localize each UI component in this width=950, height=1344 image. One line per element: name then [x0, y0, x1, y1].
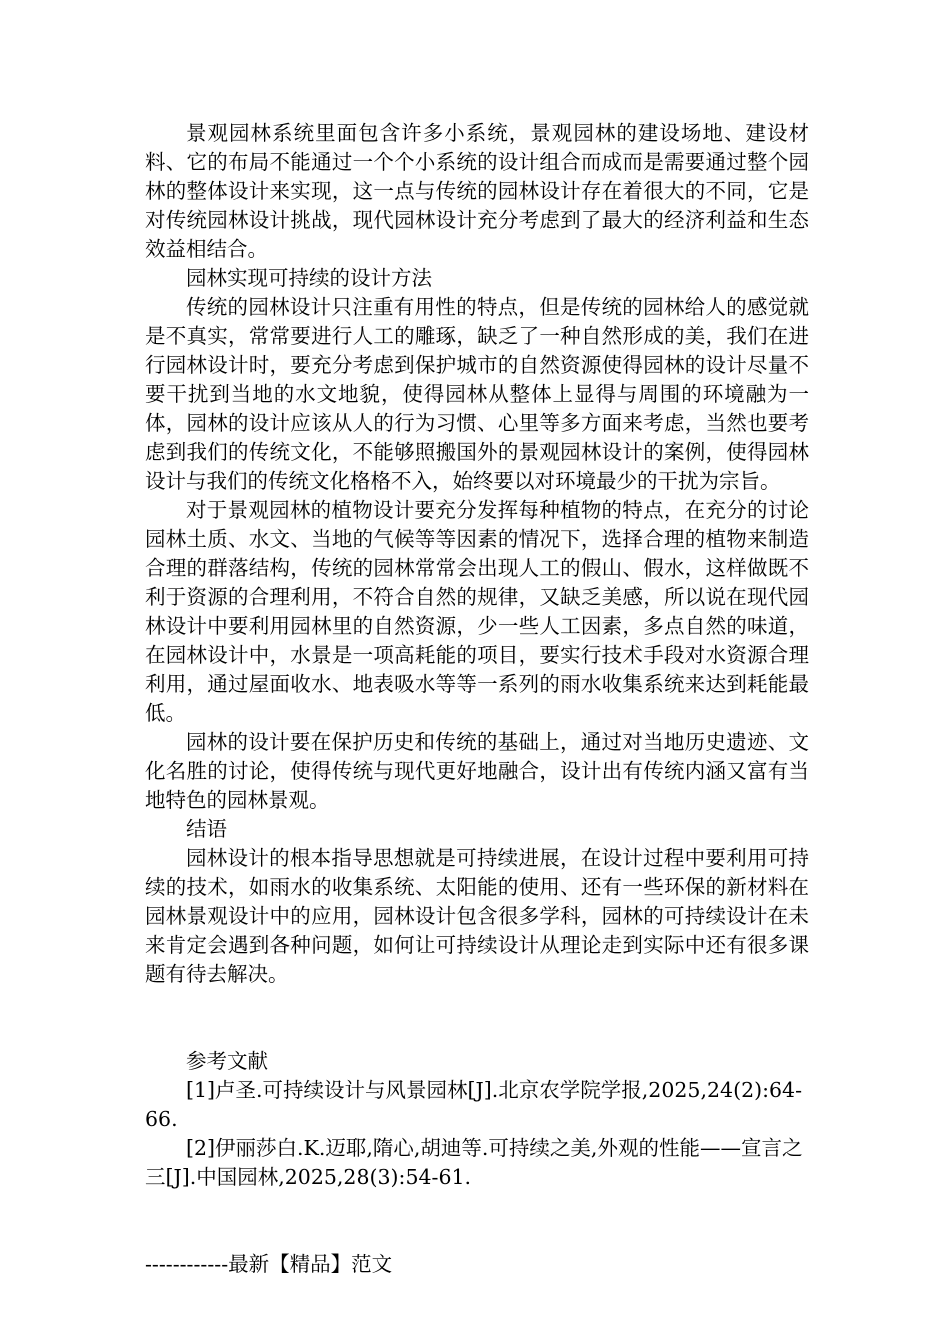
body-paragraph: 对于景观园林的植物设计要充分发挥每种植物的特点，在充分的讨论园林土质、水文、当地的气候等等因素的情况下，选择合理的植物来制造合理的群落结构，传统的园林常常会出现人工的假山、假水，这样做既不利于资源的合理利用，不符合自然的规律，又缺乏美感，所以说在现代园林设计中要利用园林里的自然资源，少一些人工因素，多点自然的味道，在园林设计中，水景是一项高耗能的项目，要实行技术手段对水资源合理利用，通过屋面收水、地表吸水等等一系列的雨水收集系统来达到耗能最低。 — [145, 498, 809, 725]
footer-text: ------------最新【精品】范文 — [145, 1252, 393, 1276]
spacer — [145, 1192, 809, 1250]
section-heading-sustainable-methods: 园林实现可持续的设计方法 — [186, 266, 432, 290]
body-paragraph: 传统的园林设计只注重有用性的特点，但是传统的园林给人的感觉就是不真实，常常要进行人工的雕琢，缺乏了一种自然形成的美，我们在进行园林设计时，要充分考虑到保护城市的自然资源使得园林的设计尽量不要干扰到当地的水文地貌，使得园林从整体上显得与周围的环境融为一体，园林的设计应该从人的行为习惯、心里等多方面来考虑，当然也要考虑到我们的传统文化，不能够照搬国外的景观园林设计的案例，使得园林设计与我们的传统文化格格不入，始终要以对环境最少的干扰为宗旨。 — [145, 295, 809, 493]
conclusion-paragraph: 园林设计的根本指导思想就是可持续进展，在设计过程中要利用可持续的技术，如雨水的收集系统、太阳能的使用、还有一些环保的新材料在园林景观设计中的应用，园林设计包含很多学科，园林的可持续设计在未来肯定会遇到各种问题，如何让可持续设计从理论走到实际中还有很多课题有待去解决。 — [145, 846, 809, 986]
reference-item: [2]伊丽莎白.K.迈耶,隋心,胡迪等.可持续之美,外观的性能——宣言之三[J].中国园林,2025,28(3):54-61. — [145, 1136, 803, 1189]
reference-item: [1]卢圣.可持续设计与风景园林[J].北京农学院学报,2025,24(2):64-66. — [145, 1078, 803, 1131]
conclusion-heading: 结语 — [186, 817, 227, 841]
references-heading: 参考文献 — [186, 1049, 268, 1073]
document-page — [145, 119, 809, 1279]
spacer — [145, 989, 809, 1047]
intro-paragraph: 景观园林系统里面包含许多小系统，景观园林的建设场地、建设材料、它的布局不能通过一个个小系统的设计组合而成而是需要通过整个园林的整体设计来实现，这一点与传统的园林设计存在着很大的不同，它是对传统园林设计挑战，现代园林设计充分考虑到了最大的经济利益和生态效益相结合。 — [145, 121, 809, 261]
body-paragraph: 园林的设计要在保护历史和传统的基础上，通过对当地历史遗迹、文化名胜的讨论，使得传统与现代更好地融合，设计出有传统内涵又富有当地特色的园林景观。 — [145, 730, 809, 812]
